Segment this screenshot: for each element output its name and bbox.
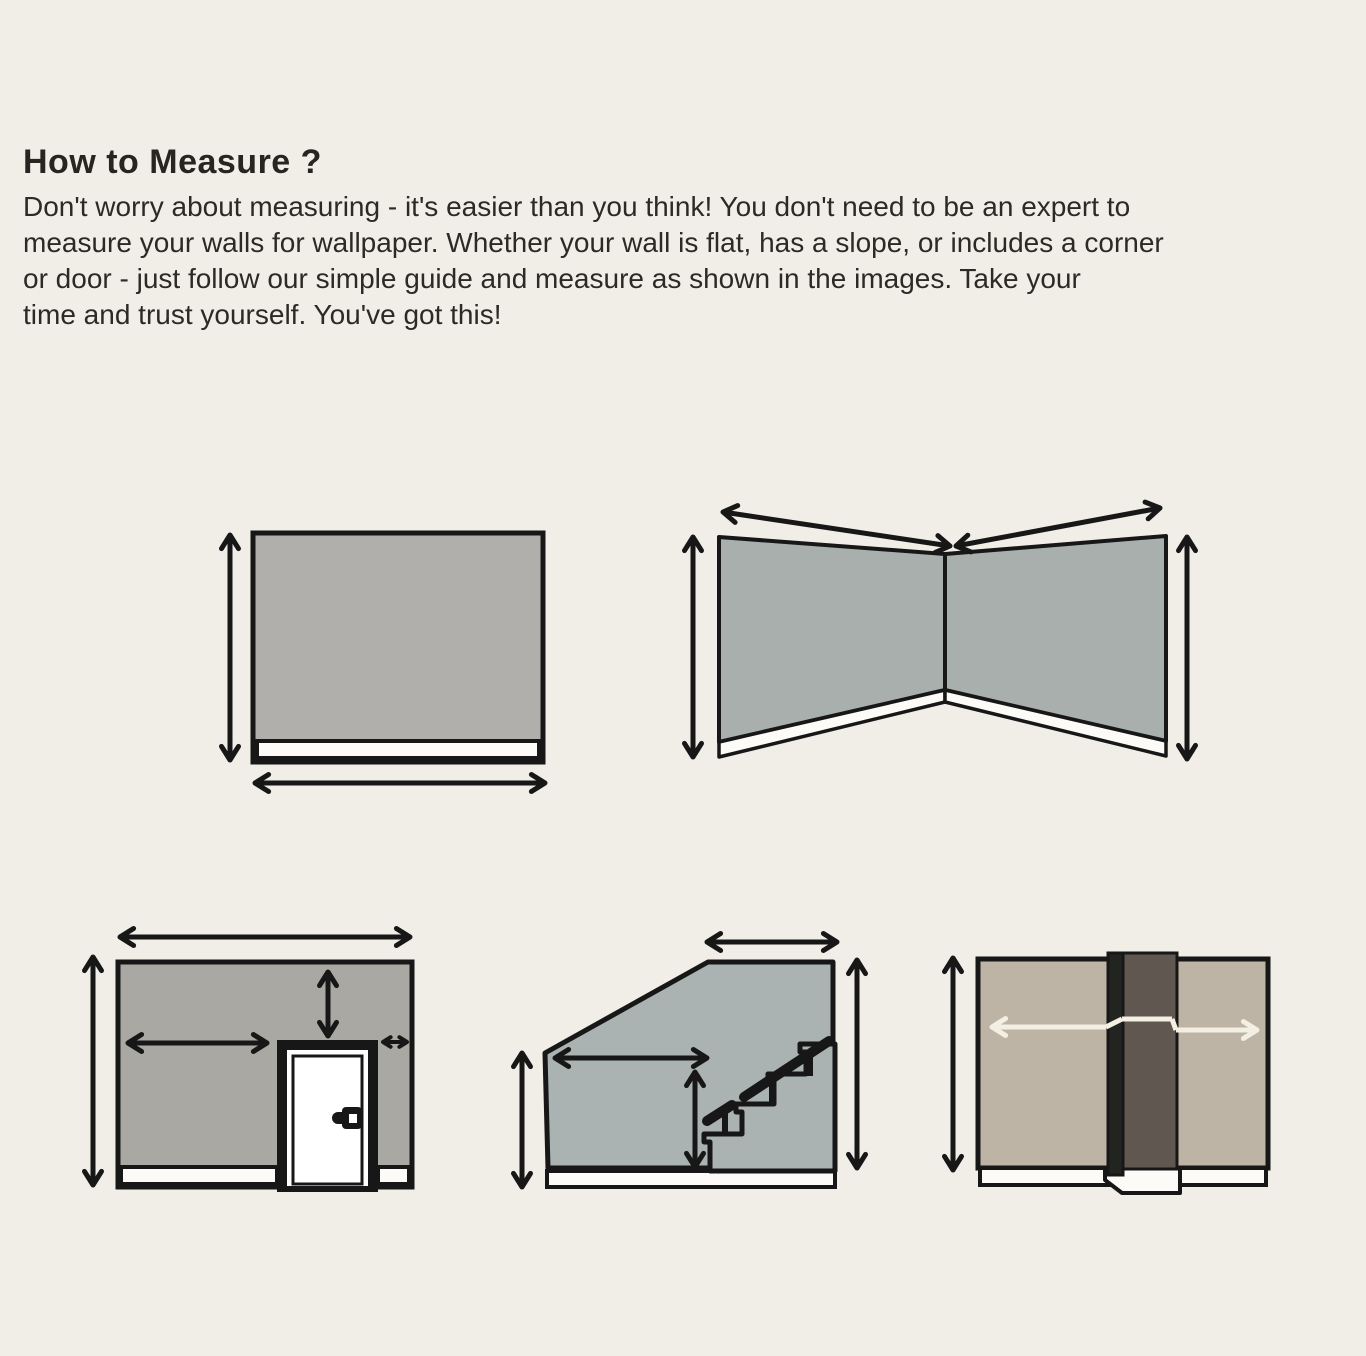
intro-line: measure your walls for wallpaper. Whether your wall is flat, has a slope, or includes a corner [23, 227, 1164, 259]
stairs-top-width-arrow [707, 934, 837, 951]
door-wall-width-arrow [120, 929, 410, 946]
stairs-right-height-arrow [849, 960, 866, 1168]
intro-line: or door - just follow our simple guide and measure as shown in the images. Take your [23, 263, 1081, 295]
flat-wall-diagram [180, 490, 600, 820]
column-side-face [1108, 953, 1123, 1175]
stairs-left-height-arrow [514, 1053, 531, 1187]
column-wall-height-arrow [945, 958, 962, 1170]
flat-wall-width-arrow [255, 775, 545, 792]
door-keyhole [349, 1114, 357, 1123]
door-wall-baseboard-left [121, 1167, 277, 1184]
corner-wall-diagram [660, 480, 1220, 850]
intro-line: Don't worry about measuring - it's easier than you think! You don't need to be an expert to [23, 191, 1131, 223]
door-wall-height-arrow [85, 957, 102, 1185]
column-wall-diagram [910, 890, 1330, 1220]
flat-wall-baseboard [257, 741, 539, 758]
flat-wall-face [253, 533, 543, 762]
wall-with-door-diagram [60, 890, 460, 1220]
page-title: How to Measure ? [23, 143, 322, 181]
column-front-face [1123, 953, 1177, 1169]
corner-left-height-arrow [685, 537, 702, 757]
intro-text [23, 189, 1353, 333]
door-wall-baseboard-right [378, 1167, 409, 1184]
corner-right-height-arrow [1179, 537, 1196, 759]
flat-wall-height-arrow [222, 535, 239, 760]
header [23, 143, 1353, 333]
staircase-wall-diagram [480, 890, 900, 1220]
intro-line: time and trust yourself. You've got this! [23, 299, 502, 331]
